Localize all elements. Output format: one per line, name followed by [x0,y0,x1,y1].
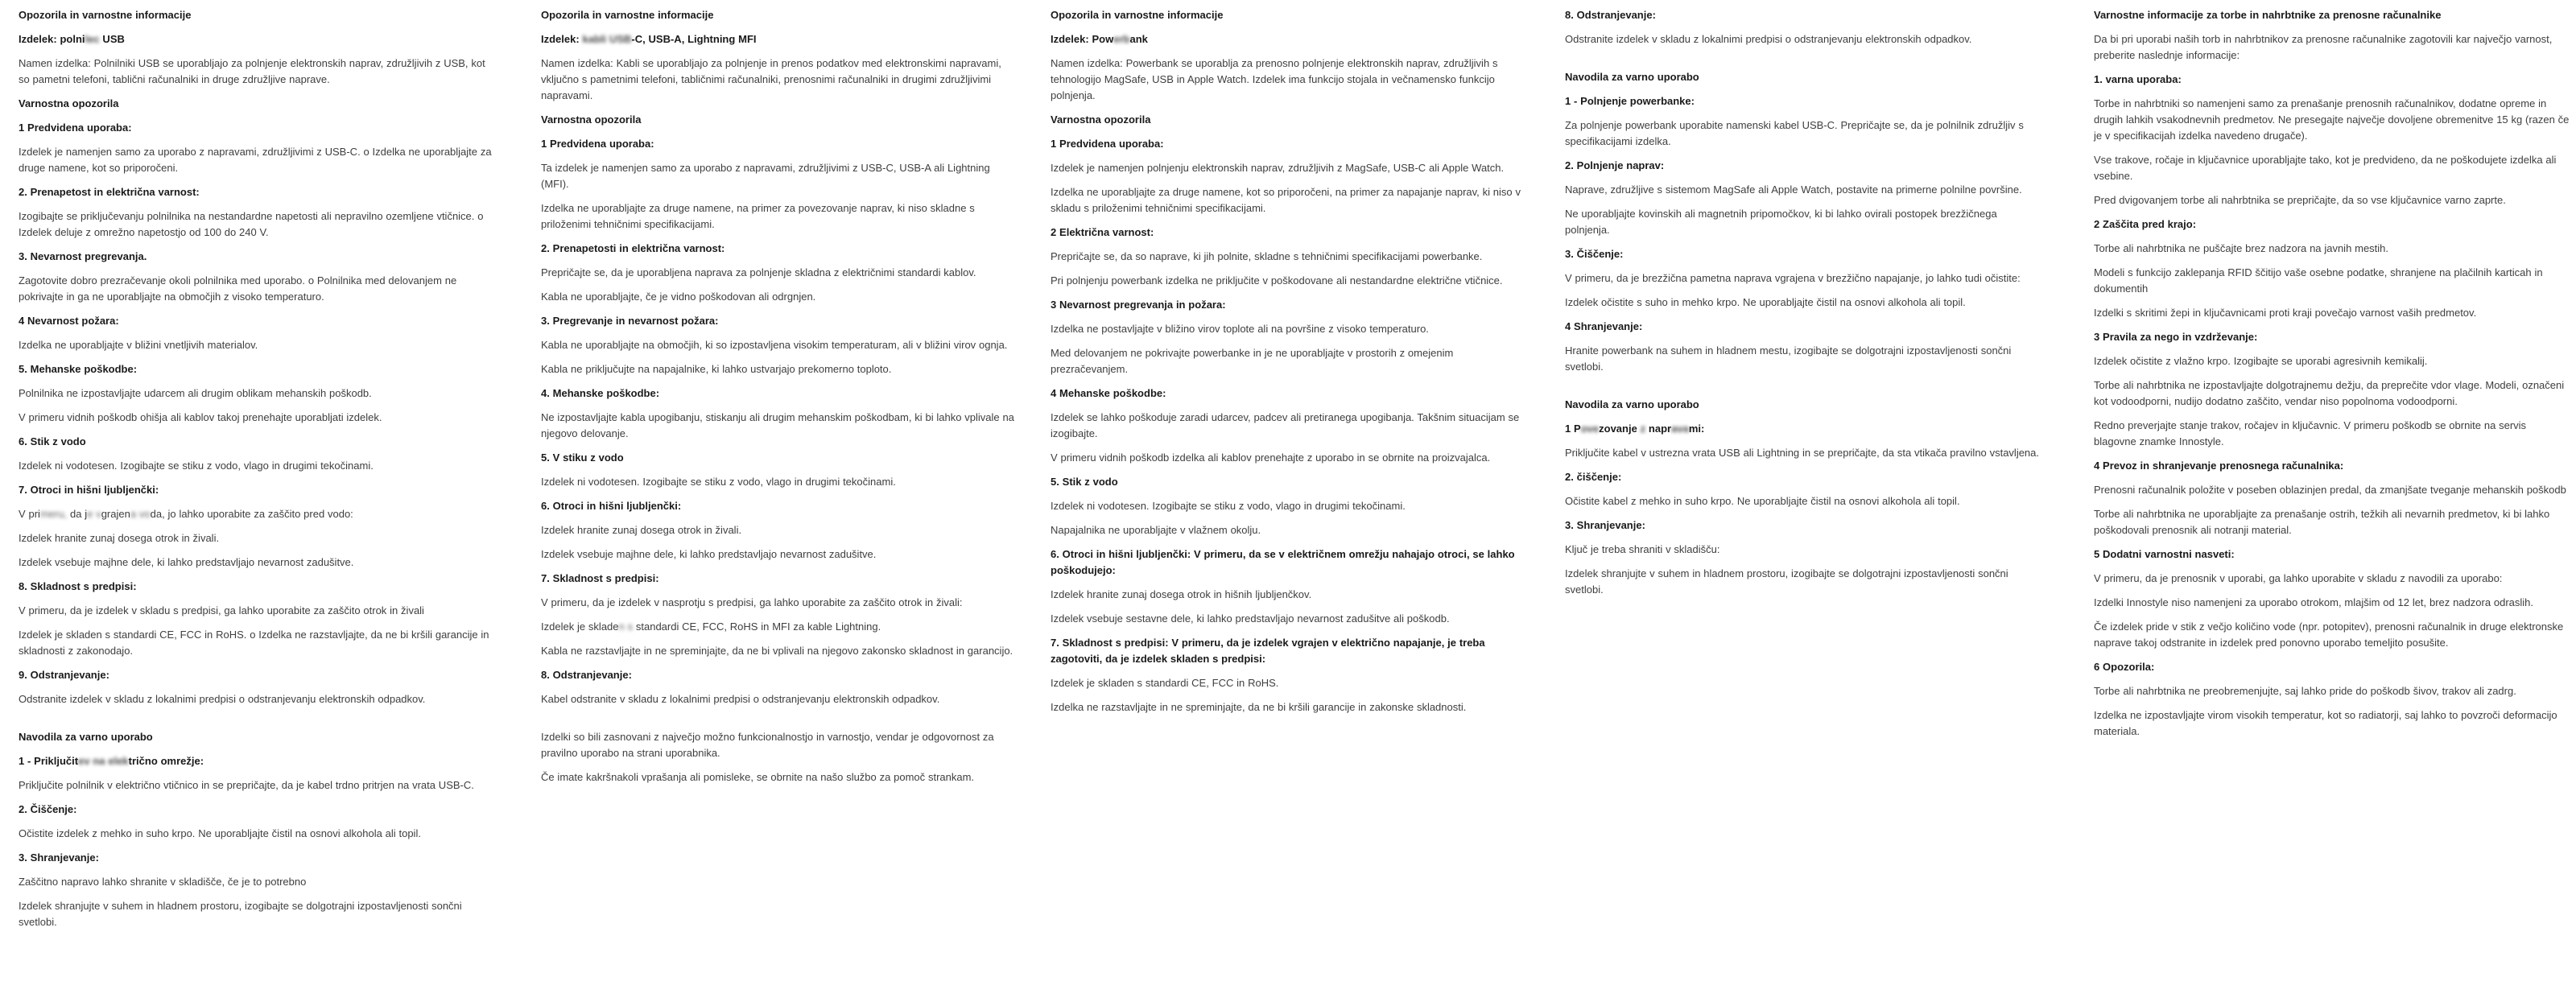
section-heading: 2. čiščenje: [1565,471,1622,483]
section-heading [1051,31,1527,47]
blurred-text: meru, [39,508,68,520]
paragraph: Očistite izdelek z mehko in suho krpo. Ne uporabljajte čistil na osnovi alkohola ali topil. [19,827,421,839]
paragraph: V primeru vidnih poškodb izdelka ali kablov prenehajte z uporabo in se obrnite na proizvajalca. [1051,451,1491,464]
section-heading: 2 Električna varnost: [1051,226,1154,238]
paragraph: Prepričajte se, da so naprave, ki jih polnite, skladne s tehničnimi specifikacijami powerbanke. [1051,250,1483,262]
section-heading: 3. Shranjevanje: [19,851,99,864]
blurred-text: kabli USB [582,33,632,45]
paragraph: Kabla ne uporabljajte, če je vidno poškodovan ali odrgnjen. [541,291,816,303]
paragraph: Izdelka ne uporabljajte za druge namene, kot so priporočeni, na primer za napajanje naprav, ki niso v skladu s priloženimi tehničnimi specifikacijami. [1051,186,1521,214]
paragraph: Izdelek vsebuje sestavne dele, ki lahko predstavljajo nevarnost zadušitve ali poškodb. [1051,612,1450,625]
paragraph: Torbe ali nahrbtnika ne izpostavljajte dolgotrajnemu dežju, da preprečite vdor vlage. Modeli, označeni kot vodoodporni, nudijo dodatno zaščito, vendar niso popolnoma vodoodporni. [2094,379,2565,407]
section-heading: 2. Čiščenje: [19,803,77,815]
text-segment: mi: [1688,423,1705,435]
text-segment: trično omrežje: [128,755,204,767]
paragraph: Izdelek očistite z vlažno krpo. Izogibajte se uporabi agresivnih kemikalij. [2094,355,2428,367]
paragraph: Modeli s funkcijo zaklepanja RFID ščitijo vaše osebne podatke, shranjene na plačilnih karticah in dokumentih [2094,266,2543,295]
paragraph: Ne uporabljajte kovinskih ali magnetnih pripomočkov, ki bi lahko ovirali postopek brezžičnega polnjenja. [1565,208,1997,236]
section-heading: Varnostna opozorila [19,97,119,109]
section-heading: 6. Otroci in hišni ljubljenčki: [541,500,682,512]
section-heading: 4 Prevoz in shranjevanje prenosnega računalnika: [2094,460,2344,472]
paragraph: V primeru, da je brezžična pametna naprava vgrajena v brezžično napajanje, jo lahko tudi očistite: [1565,272,2021,284]
paragraph: Namen izdelka: Kabli se uporabljajo za polnjenje in prenos podatkov med elektronskimi napravami, vključno s pametnimi telefoni, tabličnimi računalniki, prenosnimi računalniki in drugimi združljivimi napravami. [541,57,1001,101]
paragraph: Če izdelek pride v stik z večjo količino vode (npr. potopitev), prenosni računalnik in druge elektronske naprave takoj odstranite in izdelek pred ponovno uporabo temeljito posušite. [2094,621,2564,649]
paragraph: Kabla ne uporabljajte na območjih, ki so izpostavljena visokim temperaturam, ali v bližini virov ognja. [541,339,1008,351]
paragraph: Hranite powerbank na suhem in hladnem mestu, izogibajte se dolgotrajni izpostavljenosti sončni svetlobi. [1565,344,2012,373]
text-segment: Izdelek: Pow [1051,33,1114,45]
column-powerbank-warnings [1051,7,1527,724]
paragraph: Za polnjenje powerbank uporabite namenski kabel USB-C. Prepričajte se, da je polnilnik združljiv s specifikacijami izdelka. [1565,119,2024,147]
paragraph: Torbe ali nahrbtnika ne uporabljajte za prenašanje ostrih, težkih ali nevarnih predmetov, ki bi lahko poškodovali prenosnik ali notranji material. [2094,508,2550,536]
section-heading: 2 Zaščita pred krajo: [2094,218,2197,230]
paragraph: Izdelki s skritimi žepi in ključavnicami proti kraji povečajo varnost vaših predmetov. [2094,307,2477,319]
paragraph: Izdelek vsebuje majhne dele, ki lahko predstavljajo nevarnost zadušitve. [541,548,877,560]
text-segment: standardi CE, FCC, RoHS in MFI za kable Lightning. [633,621,881,633]
paragraph: V primeru, da je izdelek v nasprotju s predpisi, ga lahko uporabite za zaščito otrok in živali: [541,596,963,608]
section-heading: 8. Odstranjevanje: [541,669,632,681]
section-heading: Varnostna opozorila [1051,113,1151,126]
section-heading: Opozorila in varnostne informacije [1051,9,1224,21]
section-heading: 4 Mehanske poškodbe: [1051,387,1166,399]
text-segment: -C, USB-A, Lightning MFI [631,33,757,45]
section-heading: 4 Nevarnost požara: [19,315,119,327]
paragraph: Zaščitno napravo lahko shranite v skladišče, če je to potrebno [19,876,307,888]
text-segment: zovanje [1599,423,1641,435]
blurred-text: ove [1580,423,1600,435]
section-heading: Opozorila in varnostne informacije [541,9,714,21]
section-heading: Opozorila in varnostne informacije [19,9,192,21]
paragraph: Torbe ali nahrbtnika ne puščajte brez nadzora na javnih mestih. [2094,242,2389,254]
section-heading: 3. Pregrevanje in nevarnost požara: [541,315,719,327]
paragraph: V primeru, da je izdelek v skladu s predpisi, ga lahko uporabite za zaščito otrok in živali [19,604,424,616]
paragraph: Pred dvigovanjem torbe ali nahrbtnika se prepričajte, da so vse ključavnice varno zaprte. [2094,194,2506,206]
section-heading: 3. Nevarnost pregrevanja. [19,250,147,262]
blurred-text: ava [1671,423,1689,435]
text-segment: Izdelek: polni [19,33,85,45]
section-heading: 3 Pravila za nego in vzdrževanje: [2094,331,2258,343]
paragraph: Naprave, združljive s sistemom MagSafe ali Apple Watch, postavite na primerne polnilne površine. [1565,183,2022,196]
section-heading: 3. Shranjevanje: [1565,519,1645,531]
paragraph: Priključite polnilnik v električno vtičnico in se prepričajte, da je kabel trdno pritrjen na vrata USB-C. [19,779,474,791]
paragraph: Napajalnika ne uporabljajte v vlažnem okolju. [1051,524,1261,536]
section-heading: 1 Predvidena uporaba: [19,122,132,134]
section-heading: 5. Stik z vodo [1051,476,1118,488]
paragraph: Izdelek je skladen s standardi CE, FCC in RoHS. o Izdelka ne razstavljajte, da ne bi kršili garancije in skladnosti z zakonodajo. [19,629,489,657]
paragraph: Izdelek hranite zunaj dosega otrok in živali. [541,524,742,536]
paragraph: Izdelek hranite zunaj dosega otrok in živali. [19,532,220,544]
paragraph: Prepričajte se, da je uporabljena naprava za polnjenje skladna z električnimi standardi kablov. [541,266,976,278]
paragraph: Torbe in nahrbtniki so namenjeni samo za prenašanje prenosnih računalnikov, dodatne opreme in drugih lahkih vsakodnevnih predmetov. Ne presegajte največje dovoljene obremenitve 15 kg (razen če je v specifikacijah izdelka navedeno drugače). [2094,97,2570,142]
section-heading: 7. Otroci in hišni ljubljenčki: [19,484,159,496]
section-heading: 2. Prenapetosti in električna varnost: [541,242,725,254]
paragraph [19,506,495,522]
paragraph: Izdelek je namenjen polnjenju elektronskih naprav, združljivih z MagSafe, USB-C ali Apple Watch. [1051,162,1505,174]
column-cables-warnings [541,7,1018,794]
section-heading: 7. Skladnost s predpisi: [541,572,659,584]
text-segment: USB [99,33,125,45]
text-segment: da j [67,508,88,520]
paragraph: Torbe ali nahrbtnika ne preobremenjujte, saj lahko pride do poškodb šivov, trakov ali zadrg. [2094,685,2516,697]
section-heading: 7. Skladnost s predpisi: V primeru, da je izdelek vgrajen v električno napajanje, je treba zagotoviti, da je izdelek skladen s predpisi: [1051,637,1485,665]
paragraph: Zagotovite dobro prezračevanje okoli polnilnika med uporabo. o Polnilnika med delovanjem ne pokrivajte in ga ne uporabljajte na območjih z visoko temperaturo. [19,274,457,303]
paragraph: Prenosni računalnik položite v poseben oblazinjen predal, da zmanjšate tveganje mehanskih poškodb [2094,484,2566,496]
paragraph: Izdelek vsebuje majhne dele, ki lahko predstavljajo nevarnost zadušitve. [19,556,354,568]
blurred-text: n s [618,621,634,633]
section-heading: 1 Predvidena uporaba: [541,138,654,150]
section-heading: 1 - Polnjenje powerbanke: [1565,95,1695,107]
text-segment: 1 P [1565,423,1581,435]
text-segment: V pri [19,508,40,520]
paragraph: Izdelka ne uporabljajte za druge namene, na primer za povezovanje naprav, ki niso skladne s priloženimi tehničnimi specifikacijami. [541,202,975,230]
paragraph: Izdelek se lahko poškoduje zaradi udarcev, padcev ali pretiranega upogibanja. Takšnim situacijam se izogibajte. [1051,411,1520,439]
paragraph: Izdelki Innostyle niso namenjeni za uporabo otrokom, mlajšim od 12 let, brez nadzora odraslih. [2094,596,2533,608]
section-heading: 6. Otroci in hišni ljubljenčki: V primeru, da se v električnem omrežju nahajajo otroci, se lahko poškodujejo: [1051,548,1515,576]
paragraph: Izdelek hranite zunaj dosega otrok in hišnih ljubljenčkov. [1051,588,1312,600]
paragraph: Kabla ne razstavljajte in ne spreminjajte, da ne bi vplivali na njegovo zakonsko skladnost in garancijo. [541,645,1013,657]
paragraph: Ta izdelek je namenjen samo za uporabo z napravami, združljivimi z USB-C, USB-A ali Lightning (MFI). [541,162,990,190]
paragraph: Izdelek ni vodotesen. Izogibajte se stiku z vodo, vlago in drugimi tekočinami. [1051,500,1406,512]
section-heading: Navodila za varno uporabo [1565,398,1699,410]
text-segment: da, jo lahko uporabite za zaščito pred vodo: [150,508,353,520]
blurred-text: e v [87,508,101,520]
blurred-text: z [1640,423,1646,435]
paragraph: Priključite kabel v ustrezna vrata USB ali Lightning in se prepričajte, da sta vtikača pravilno vstavljena. [1565,447,2040,459]
paragraph: Izdelek shranjujte v suhem in hladnem prostoru, izogibajte se dolgotrajni izpostavljenosti sončni svetlobi. [1565,567,2008,596]
text-segment: napr [1645,423,1672,435]
blurred-text: a vo [130,508,151,520]
section-heading: 1. varna uporaba: [2094,73,2182,85]
section-heading: 3 Nevarnost pregrevanja in požara: [1051,299,1226,311]
section-heading: 6 Opozorila: [2094,661,2155,673]
paragraph: Izogibajte se priključevanju polnilnika na nestandardne napetosti ali nepravilno ozemljene vtičnice. o Izdelek deluje z omrežno napetostjo od 100 do 240 V. [19,210,484,238]
section-heading: 8. Odstranjevanje: [1565,9,1656,21]
paragraph: Izdelek očistite s suho in mehko krpo. Ne uporabljajte čistil na osnovi alkohola ali topil. [1565,296,1966,308]
text-segment: ank [1129,33,1148,45]
text-segment: Izdelek: [541,33,583,45]
paragraph: Izdelka ne uporabljajte v bližini vnetljivih materialov. [19,339,258,351]
column-powerbank-usage [1565,7,2041,606]
paragraph: Če imate kakršnakoli vprašanja ali pomisleke, se obrnite na našo službo za pomoč strankam. [541,771,975,783]
paragraph: Polnilnika ne izpostavljajte udarcem ali drugim oblikam mehanskih poškodb. [19,387,372,399]
paragraph: Izdelka ne postavljajte v bližino virov toplote ali na površine z visoko temperaturo. [1051,323,1429,335]
section-heading [19,753,495,769]
paragraph: Izdelek ni vodotesen. Izogibajte se stiku z vodo, vlago in drugimi tekočinami. [19,460,374,472]
paragraph: Izdelki so bili zasnovani z največjo možno funkcionalnostjo in varnostjo, vendar je odgovornost za pravilno uporabo na strani uporabnika. [541,731,994,759]
section-heading: 8. Skladnost s predpisi: [19,580,137,592]
paragraph [541,619,1018,635]
text-segment: grajen [101,508,130,520]
paragraph: Ne izpostavljajte kabla upogibanju, stiskanju ali drugim mehanskim poškodbam, ki bi lahko vplivale na njegovo delovanje. [541,411,1014,439]
section-heading: 9. Odstranjevanje: [19,669,109,681]
section-heading: Navodila za varno uporabo [1565,71,1699,83]
paragraph: Vse trakove, ročaje in ključavnice uporabljajte tako, kot je predvideno, da ne poškodujete izdelka ali vsebine. [2094,154,2557,182]
paragraph: Izdelek shranjujte v suhem in hladnem prostoru, izogibajte se dolgotrajni izpostavljenosti sončni svetlobi. [19,900,462,928]
section-heading [19,31,495,47]
paragraph: Kabel odstranite v skladu z lokalnimi predpisi o odstranjevanju elektronskih odpadkov. [541,693,940,705]
paragraph: Očistite kabel z mehko in suho krpo. Ne uporabljajte čistil na osnovi alkohola ali topil. [1565,495,1960,507]
section-heading: Varnostna opozorila [541,113,642,126]
paragraph: Odstranite izdelek v skladu z lokalnimi predpisi o odstranjevanju elektronskih odpadkov. [19,693,426,705]
section-heading: 2. Polnjenje naprav: [1565,159,1665,171]
blurred-text: ev na elek [78,755,129,767]
section-heading: 4. Mehanske poškodbe: [541,387,660,399]
section-heading: 5. V stiku z vodo [541,451,624,464]
paragraph: V primeru, da je prenosnik v uporabi, ga lahko uporabite v skladu z navodili za uporabo: [2094,572,2503,584]
blurred-text: lec [85,33,100,45]
text-segment: 1 - Priključit [19,755,79,767]
paragraph: Ključ je treba shraniti v skladišču: [1565,543,1720,555]
paragraph: Namen izdelka: Polnilniki USB se uporabljajo za polnjenje elektronskih naprav, združljivih z USB, kot so pametni telefoni, tablični računalniki in druge združljive naprave. [19,57,485,85]
blurred-text: erb [1113,33,1130,45]
paragraph: V primeru vidnih poškodb ohišja ali kablov takoj prenehajte uporabljati izdelek. [19,411,382,423]
section-heading: 5. Mehanske poškodbe: [19,363,138,375]
paragraph: Namen izdelka: Powerbank se uporablja za prenosno polnjenje elektronskih naprav, združljivih s tehnologijo MagSafe, USB in Apple Watch. Izdelek ima funkcijo stojala in večnamensko funkcijo polnjenja. [1051,57,1498,101]
section-heading: 6. Stik z vodo [19,435,86,447]
paragraph: Izdelek ni vodotesen. Izogibajte se stiku z vodo, vlago in drugimi tekočinami. [541,476,896,488]
paragraph: Odstranite izdelek v skladu z lokalnimi predpisi o odstranjevanju elektronskih odpadkov. [1565,33,1972,45]
text-segment: Izdelek je sklade [541,621,619,633]
section-heading: Navodila za varno uporabo [19,731,153,743]
section-heading [541,31,1018,47]
paragraph: Izdelka ne izpostavljajte virom visokih temperatur, kot so radiatorji, saj lahko to povzroči deformacijo materiala. [2094,709,2557,737]
section-heading: 2. Prenapetost in električna varnost: [19,186,200,198]
section-heading: 3. Čiščenje: [1565,248,1624,260]
section-heading: 1 Predvidena uporaba: [1051,138,1164,150]
paragraph: Redno preverjajte stanje trakov, ročajev in ključavnic. V primeru poškodb se obrnite na servis blagovne znamke Innostyle. [2094,419,2527,447]
section-heading: 4 Shranjevanje: [1565,320,1643,332]
paragraph: Izdelek je namenjen samo za uporabo z napravami, združljivimi z USB-C. o Izdelka ne uporabljajte za druge namene, kot so priporočeni. [19,146,492,174]
section-heading: Varnostne informacije za torbe in nahrbtnike za prenosne računalnike [2094,9,2442,21]
paragraph: Med delovanjem ne pokrivajte powerbanke in je ne uporabljajte v prostorih z omejenim prezračevanjem. [1051,347,1454,375]
paragraph: Da bi pri uporabi naših torb in nahrbtnikov za prenosne računalnike zagotovili kar največjo varnost, preberite naslednje informacije: [2094,33,2553,61]
paragraph: Izdelek je skladen s standardi CE, FCC in RoHS. [1051,677,1279,689]
column-usb-charger-warnings [19,7,495,938]
paragraph: Pri polnjenju powerbank izdelka ne priključite v poškodovane ali nestandardne električne vtičnice. [1051,274,1503,287]
section-heading: 5 Dodatni varnostni nasveti: [2094,548,2235,560]
column-laptop-bags-safety [2094,7,2570,748]
paragraph: Kabla ne priključujte na napajalnike, ki lahko ustvarjajo prekomerno toploto. [541,363,892,375]
section-heading [1565,421,2041,437]
paragraph: Izdelka ne razstavljajte in ne spreminjajte, da ne bi kršili garancije in zakonske skladnosti. [1051,701,1467,713]
